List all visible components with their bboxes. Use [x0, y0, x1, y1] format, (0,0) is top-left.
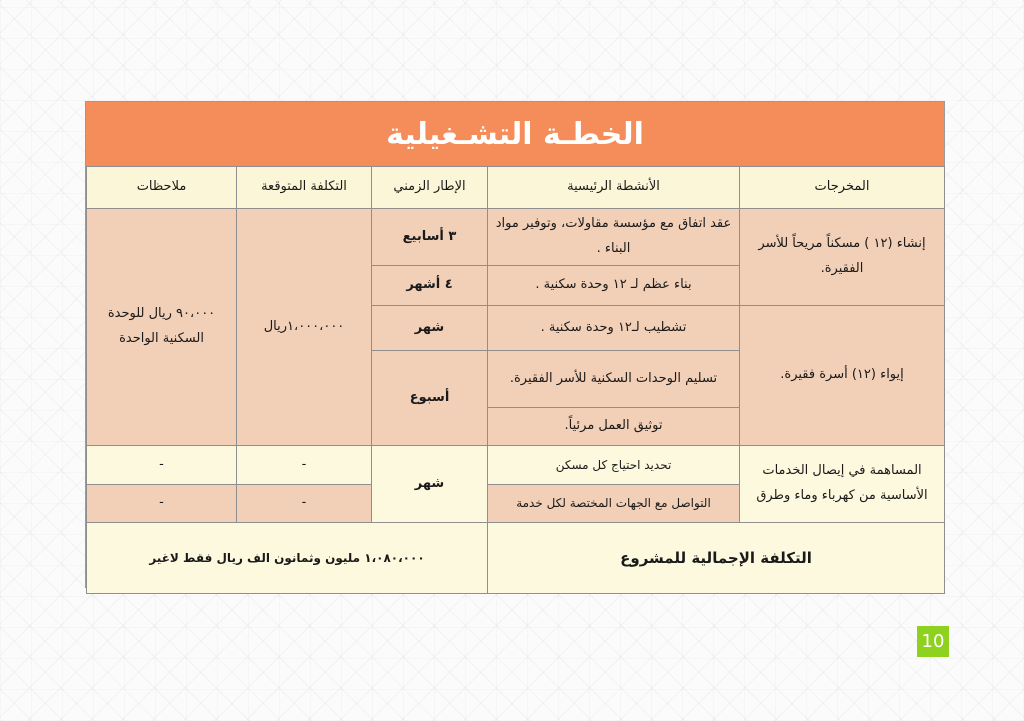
- page-title: الخطـة التشـغيلية: [86, 102, 944, 166]
- page-number-badge: 10: [917, 626, 949, 657]
- timeframe-cell: أسبوع: [372, 351, 488, 446]
- activity-cell: بناء عظم لـ ١٢ وحدة سكنية .: [488, 266, 740, 306]
- notes-cell: ٩٠،٠٠٠ ريال للوحدة السكنية الواحدة: [87, 209, 237, 446]
- output-cell: إنشاء (١٢ ) مسكناً مريحاً للأسر الفقيرة.: [740, 209, 945, 306]
- cost-cell: -: [237, 485, 372, 523]
- cost-cell: -: [237, 446, 372, 485]
- total-cost-label: التكلفة الإجمالية للمشروع: [488, 523, 945, 594]
- timeframe-cell: ٣ أسابيع: [372, 209, 488, 266]
- total-cost-value: ١،٠٨٠،٠٠٠ مليون وثمانون الف ريال فقط لاغير: [87, 523, 488, 594]
- table-row: [87, 446, 945, 485]
- activity-cell: تشطيب لـ١٢ وحدة سكنية .: [488, 306, 740, 351]
- output-cell: إيواء (١٢) أسرة فقيرة.: [740, 306, 945, 446]
- activity-cell: عقد اتفاق مع مؤسسة مقاولات، وتوفير مواد البناء .: [488, 209, 740, 266]
- operational-plan-sheet: [85, 101, 945, 588]
- activity-cell: التواصل مع الجهات المختصة لكل خدمة: [488, 485, 740, 523]
- table-row: [87, 209, 945, 266]
- header-activities: الأنشطة الرئيسية: [488, 167, 740, 209]
- header-timeframe: الإطار الزمني: [372, 167, 488, 209]
- operational-plan-table: [86, 166, 945, 594]
- notes-cell: -: [87, 485, 237, 523]
- header-cost: التكلفة المتوقعة: [237, 167, 372, 209]
- timeframe-cell: ٤ أشهر: [372, 266, 488, 306]
- cost-cell: ١،٠٠٠،٠٠٠ريال: [237, 209, 372, 446]
- notes-cell: -: [87, 446, 237, 485]
- total-cost-row: [87, 523, 945, 594]
- header-notes: ملاحظات: [87, 167, 237, 209]
- header-outputs: المخرجات: [740, 167, 945, 209]
- timeframe-cell: شهر: [372, 446, 488, 523]
- timeframe-cell: شهر: [372, 306, 488, 351]
- activity-cell: تسليم الوحدات السكنية للأسر الفقيرة.: [488, 351, 740, 408]
- header-row: [87, 167, 945, 209]
- activity-cell: تحديد احتياج كل مسكن: [488, 446, 740, 485]
- activity-cell: توثيق العمل مرئياً.: [488, 408, 740, 446]
- output-cell: المساهمة في إيصال الخدمات الأساسية من كهرباء وماء وطرق: [740, 446, 945, 523]
